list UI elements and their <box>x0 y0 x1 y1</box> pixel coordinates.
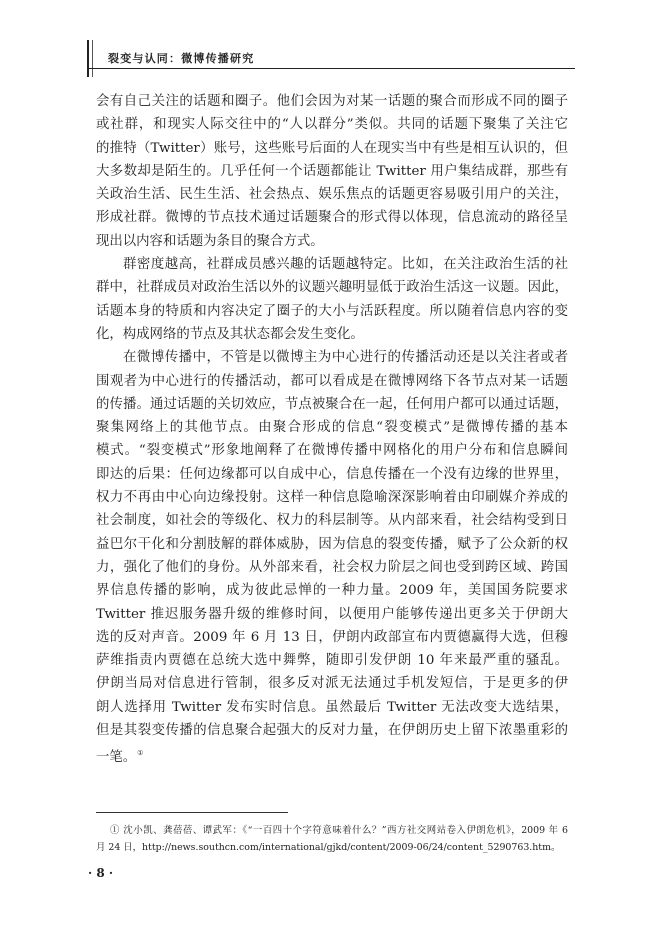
text-line <box>96 416 568 439</box>
footnote-line: 月 24 日，http://news.southcn.com/international/gjkd/content/2009-06/24/content_5290763.htm。 <box>96 842 561 853</box>
text-line <box>96 183 568 206</box>
text-line <box>96 276 568 299</box>
text-line <box>96 626 568 649</box>
text-line <box>96 113 568 136</box>
running-header-title: 裂变与认同：微博传播研究 <box>108 52 255 65</box>
text-line <box>96 649 568 672</box>
text-line-content: 会有自己关注的话题和圈子。他们会因为对某一话题的聚合而形成不同的圈子 <box>96 94 568 109</box>
text-line <box>96 556 568 579</box>
text-line-content: 力，强化了他们的身份。从外部来看，社会权力阶层之间也受到跨区域、跨国 <box>96 559 568 575</box>
footnote-rule <box>96 812 288 813</box>
text-line <box>96 672 568 695</box>
text-line-content: 化，构成网络的节点及其状态都会发生变化。 <box>96 326 364 342</box>
text-line-content: 关政治生活、民生生活、社会热点、娱乐焦点的话题更容易吸引用户的关注， <box>96 187 568 203</box>
text-line <box>96 603 568 626</box>
text-line-content: 在微博传播中，不管是以微博主为中心进行的传播活动还是以关注者或者 <box>123 350 568 366</box>
footnote-marker[interactable]: ① <box>137 749 144 758</box>
text-line <box>96 509 568 532</box>
text-line <box>96 696 568 719</box>
text-line <box>96 137 568 160</box>
header-rule-vertical <box>87 40 89 77</box>
text-line-content: 的传播。通过话题的关切效应，节点被聚合在一起，任何用户都可以通过话题， <box>96 396 568 412</box>
text-line-content: 但是其裂变传播的信息聚合起强大的反对力量，在伊朗历史上留下浓墨重彩的 <box>96 723 568 739</box>
text-line-content: 一笔。 <box>96 750 137 766</box>
text-line-content: 形成社群。微博的节点技术通过话题聚合的形式得以体现，信息流动的路径呈 <box>96 210 568 226</box>
text-line-content: 或社群，和现实人际交往中的“人以群分”类似。共同的话题下聚集了关注它 <box>96 117 568 133</box>
text-line-content: 选的反对声音。2009 年 6 月 13 日，伊朗内政部宣布内贾德赢得大选，但穆 <box>96 629 568 645</box>
text-line <box>96 439 568 462</box>
text-line <box>96 393 568 416</box>
text-line <box>96 579 568 602</box>
text-line <box>96 486 568 509</box>
text-line-content: 权力不再由中心向边缘投射。这样一种信息隐喻深深影响着由印刷媒介养成的 <box>96 490 568 506</box>
text-line-content: 群密度越高，社群成员感兴趣的话题越特定。比如，在关注政治生活的社 <box>123 257 568 273</box>
text-line-content: Twitter 推迟服务器升级的维修时间，以便用户能够传递出更多关于伊朗大 <box>96 606 568 622</box>
text-line <box>96 323 568 346</box>
header-rule-vertical-thin <box>92 40 93 77</box>
footnote-line: ① 沈小凯、龚蓓蓓、谭武军：《“一百四十个字符意味着什么？”西方社交网站卷入伊朗危机》，2009 年 6 <box>110 825 568 836</box>
footnote <box>96 822 568 856</box>
text-line-content: 模式。“裂变模式”形象地阐释了在微博传播中网格化的用户分布和信息瞬间 <box>96 443 568 459</box>
text-line <box>96 370 568 393</box>
text-line-content: 朗人选择用 Twitter 发布实时信息。虽然最后 Twitter 无法改变大选结果， <box>96 699 568 715</box>
text-line <box>96 90 568 113</box>
text-line <box>96 533 568 556</box>
text-line <box>96 206 568 229</box>
text-line <box>96 300 568 323</box>
text-line-content: 社会制度，如社会的等级化、权力的科层制等。从内部来看，社会结构受到日 <box>96 513 568 529</box>
text-line <box>96 346 568 369</box>
text-line-content: 聚集网络上的其他节点。由聚合形成的信息“裂变模式”是微博传播的基本 <box>96 420 568 436</box>
text-line-content: 围观者为中心进行的传播活动，都可以看成是在微博网络下各节点对某一话题 <box>96 373 568 389</box>
text-line <box>96 160 568 183</box>
text-line-content: 话题本身的特质和内容决定了圈子的大小与活跃程度。所以随着信息内容的变 <box>96 303 568 319</box>
body-text <box>96 90 568 766</box>
text-line <box>96 719 568 742</box>
text-line-content: 萨维指责内贾德在总统大选中舞弊，随即引发伊朗 10 年来最严重的骚乱。 <box>96 653 568 669</box>
text-line <box>96 253 568 276</box>
text-line <box>96 742 568 765</box>
text-line-content: 群中，社群成员对政治生活以外的议题兴趣明显低于政治生活这一议题。因此， <box>96 280 568 296</box>
text-line-content: 现出以内容和话题为条目的聚合方式。 <box>96 233 324 249</box>
text-line-content: 益巴尔干化和分割肢解的群体威胁，因为信息的裂变传播，赋予了公众新的权 <box>96 536 568 552</box>
text-line-content: 界信息传播的影响，成为彼此忌惮的一种力量。2009 年，美国国务院要求 <box>96 583 568 599</box>
text-line <box>96 230 568 253</box>
text-line-content: 大多数却是陌生的。几乎任何一个话题都能让 Twitter 用户集结成群，那些有 <box>96 163 568 179</box>
text-line <box>96 463 568 486</box>
text-line-content: 的推特（Twitter）账号，这些账号后面的人在现实当中有些是相互认识的，但 <box>96 140 568 156</box>
text-line-content: 伊朗当局对信息进行管制，很多反对派无法通过手机发短信，于是更多的伊 <box>96 676 568 692</box>
page-number: · 8 · <box>88 866 114 880</box>
header-rule <box>87 68 575 69</box>
text-line-content: 即达的后果：任何边缘都可以自成中心，信息传播在一个没有边缘的世界里， <box>96 466 568 482</box>
